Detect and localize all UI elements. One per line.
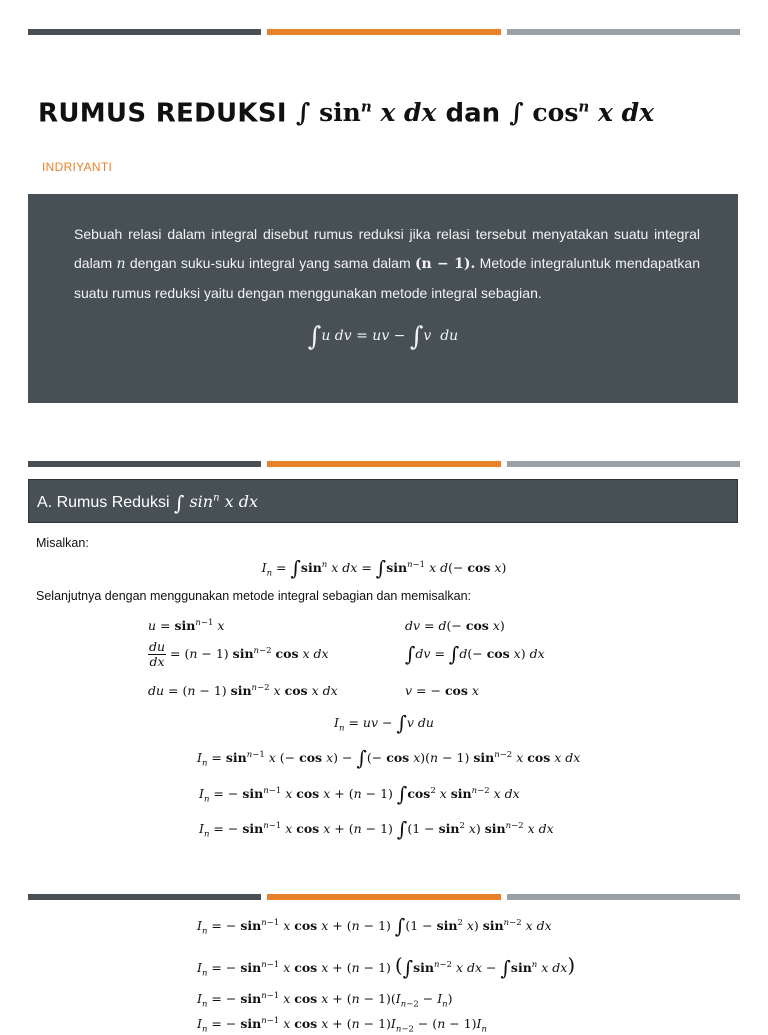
integration-by-parts-formula: ∫u dv = uv − ∫v du xyxy=(307,322,459,352)
eq-step-4: $I_n$ = − $\sin^{n-1} x$ cos x + (n − 1) $\int(1 - \sin^2 x)$ $\sin^{n-2} x$ dx xyxy=(199,817,554,841)
selanjutnya-text: Selanjutnya dengan menggunakan metode integral sebagian dan memisalkan: xyxy=(36,589,472,603)
divider-segment-dark xyxy=(28,894,261,900)
eq-v: v = − cos x xyxy=(405,683,479,698)
eq-step-8-partial: $I_n$ = − $\sin^{n-1} x$ $\cos x + (n - 1)I_{n-2} - (n - 1)I_n$ xyxy=(197,1016,487,1035)
intro-var-n: n xyxy=(116,256,126,272)
intro-text-part2: dengan suku-suku integral yang sama dalam xyxy=(129,255,411,271)
misalkan-label: Misalkan: xyxy=(36,536,89,550)
section-a-prefix: A. Rumus Reduksi xyxy=(37,494,170,511)
intro-text-part3: Metode integraluntuk mendapatkan suatu rumus reduksi yaitu dengan menggunakan metode integral sebagian. xyxy=(74,255,701,301)
eq-du: du = (n − 1) $\sin^{n-2} x$ cos x dx xyxy=(148,683,338,699)
eq-step-7: $I_n$ = − $\sin^{n-1} x$ $\cos x + (n - 1)(I_{n-2} - I_n)$ xyxy=(197,991,453,1010)
equation-in-definition: $I_n = \int\sin^n$ x dx = $\int\sin^{n-1}$ x d(− cos x) xyxy=(261,556,507,580)
section-a-formula: ∫ $\sin^n x$ dx xyxy=(173,491,259,515)
divider-segment-orange xyxy=(267,461,500,467)
eq-step-2: $I_n = \sin^{n-1} x$ (− cos x) − ∫(− cos x)(n − 1) $\sin^{n-2} x$ cos x dx xyxy=(197,746,581,770)
bottom-divider-bars xyxy=(28,894,740,900)
eq-step-5: $I_n$ = − $\sin^{n-1} x$ cos x + (n − 1) $\int(1 - \sin^2 x)$ $\sin^{n-2} x$ dx xyxy=(197,914,552,938)
eq-dv-def: dv = d(− cos x) xyxy=(405,618,505,633)
title-formula-sin: ∫ $\sin^n x$ dx xyxy=(295,98,437,128)
page-title xyxy=(38,98,738,128)
section-divider-bars xyxy=(28,461,740,467)
divider-segment-grey xyxy=(507,894,740,900)
intro-text-part1: Sebuah relasi dalam integral disebut rumus reduksi jika relasi tersebut menyatakan suatu integral dalam xyxy=(74,226,700,271)
divider-segment-grey xyxy=(507,29,740,35)
divider-segment-orange xyxy=(267,29,500,35)
author-name: INDRIYANTI xyxy=(42,160,113,174)
intro-expr: (n − 1). xyxy=(414,256,476,272)
eq-du-dx: $\frac{du}{dx}$ = (n − 1) $\sin^{n-2} \cos x$ dx xyxy=(149,639,329,669)
section-a-header xyxy=(28,479,738,523)
divider-segment-dark xyxy=(28,461,261,467)
divider-segment-dark xyxy=(28,29,261,35)
section-a-title xyxy=(37,491,258,515)
divider-segment-orange xyxy=(267,894,500,900)
divider-segment-grey xyxy=(507,461,740,467)
top-divider-bars xyxy=(28,29,740,35)
title-connector: dan xyxy=(445,98,501,129)
eq-step-6: $I_n$ = − $\sin^{n-1} x$ cos x + (n − 1) ($\int\sin^{n-2}$ x dx − $\int\sin^n$ x dx) xyxy=(197,953,576,980)
eq-int-dv: ∫dv = ∫d(− cos x) dx xyxy=(405,642,545,666)
title-prefix: RUMUS REDUKSI xyxy=(38,98,287,129)
intro-paragraph xyxy=(74,220,700,308)
intro-box xyxy=(28,194,738,403)
title-formula-cos: ∫ $\cos^n x$ dx xyxy=(509,98,655,128)
eq-u-def: $u = \sin^{n-1} x$ xyxy=(148,618,225,634)
eq-step-1: $I_n$ = uv − ∫v du xyxy=(334,711,434,735)
eq-step-3: $I_n$ = − $\sin^{n-1} x$ cos x + (n − 1) $\int\cos^2$ x $\sin^{n-2} x$ dx xyxy=(199,782,520,806)
